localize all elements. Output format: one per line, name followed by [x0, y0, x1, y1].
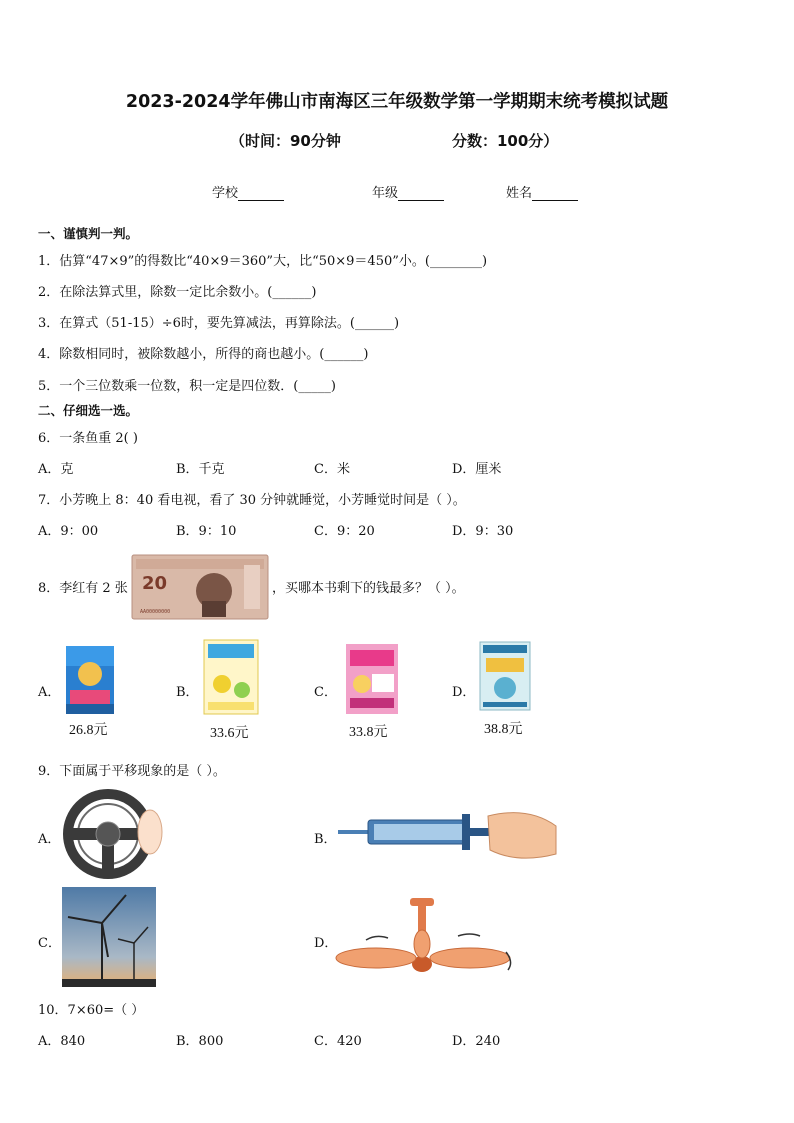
q7-option-c[interactable]: C．9：20: [314, 524, 375, 539]
question-4: 4．除数相同时，被除数越小，所得的商也越小。(______): [38, 347, 369, 362]
section-1-heading: 一、谨慎判一判。: [38, 226, 139, 241]
q8-option-a[interactable]: A．: [38, 685, 61, 700]
q6-option-c[interactable]: C．米: [314, 462, 350, 477]
question-9: 9．下面属于平移现象的是（ ）。: [38, 764, 226, 779]
book-d-image[interactable]: [480, 642, 530, 710]
section-2-heading: 二、仔细选一选。: [38, 403, 139, 418]
q10-option-a[interactable]: A．840: [38, 1034, 86, 1049]
question-6: 6．一条鱼重 2( ): [38, 431, 138, 446]
q8-option-c[interactable]: C．: [314, 685, 337, 700]
book-c-image[interactable]: [346, 644, 398, 714]
q9-option-b[interactable]: B．: [314, 832, 337, 847]
q8-price-d: 38.8元: [484, 722, 523, 737]
question-8-stem: 8．李红有 2 张: [38, 581, 128, 596]
banknote-image: [132, 555, 268, 619]
q10-option-b[interactable]: B．800: [176, 1034, 224, 1049]
page-title: 2023-2024学年佛山市南海区三年级数学第一学期期末统考模拟试题: [125, 92, 669, 112]
q7-option-d[interactable]: D．9：30: [452, 524, 514, 539]
q6-option-b[interactable]: B．千克: [176, 462, 225, 477]
ceiling-fan-image[interactable]: [336, 896, 520, 984]
banknote-value: 20: [142, 573, 168, 594]
q8-option-b[interactable]: B．: [176, 685, 199, 700]
book-b-image[interactable]: [204, 640, 258, 714]
question-1: 1．估算“47×9”的得数比“40×9＝360”大，比“50×9＝450”小。(________): [38, 254, 488, 269]
q6-option-d[interactable]: D．厘米: [452, 462, 502, 477]
q9-option-c[interactable]: C．: [38, 936, 61, 951]
q10-option-c[interactable]: C．420: [314, 1034, 362, 1049]
q7-option-b[interactable]: B．9：10: [176, 524, 237, 539]
q8-price-a: 26.8元: [69, 723, 108, 738]
name-label: 姓名: [506, 186, 533, 201]
q10-option-d[interactable]: D．240: [452, 1034, 501, 1049]
q8-option-d[interactable]: D．: [452, 685, 476, 700]
wind-turbine-image[interactable]: [62, 887, 156, 987]
school-blank[interactable]: [238, 186, 284, 201]
question-8-stem-end: ，买哪本书剩下的钱最多？（ ）。: [272, 581, 465, 596]
q6-option-a[interactable]: A．克: [38, 462, 74, 477]
q8-price-b: 33.6元: [210, 726, 249, 741]
grade-field[interactable]: [372, 182, 444, 201]
school-field[interactable]: [212, 182, 284, 201]
exam-time: （时间：90分钟: [230, 132, 341, 150]
book-a-image[interactable]: [66, 646, 114, 714]
question-2: 2．在除法算式里，除数一定比余数小。(______): [38, 285, 317, 300]
exam-score: 分数：100分）: [452, 132, 559, 150]
question-10: 10．7×60=（ ）: [38, 1003, 145, 1018]
syringe-image[interactable]: [338, 806, 558, 864]
name-blank[interactable]: [532, 186, 578, 201]
q7-option-a[interactable]: A．9：00: [38, 524, 99, 539]
name-field[interactable]: [506, 182, 578, 201]
q9-option-d[interactable]: D．: [314, 936, 338, 951]
grade-blank[interactable]: [398, 186, 444, 201]
grade-label: 年级: [372, 186, 399, 201]
svg-text:AA00000000: AA00000000: [140, 609, 171, 615]
q8-price-c: 33.8元: [349, 725, 388, 740]
question-7: 7．小芳晚上 8：40 看电视，看了 30 分钟就睡觉，小芳睡觉时间是（ ）。: [38, 493, 466, 508]
school-label: 学校: [212, 186, 239, 201]
question-3: 3．在算式（51-15）÷6时，要先算减法，再算除法。(______): [38, 316, 400, 331]
q9-option-a[interactable]: A．: [38, 832, 61, 847]
steering-wheel-image[interactable]: [64, 790, 174, 878]
question-5: 5．一个三位数乘一位数，积一定是四位数．(_____): [38, 379, 336, 394]
